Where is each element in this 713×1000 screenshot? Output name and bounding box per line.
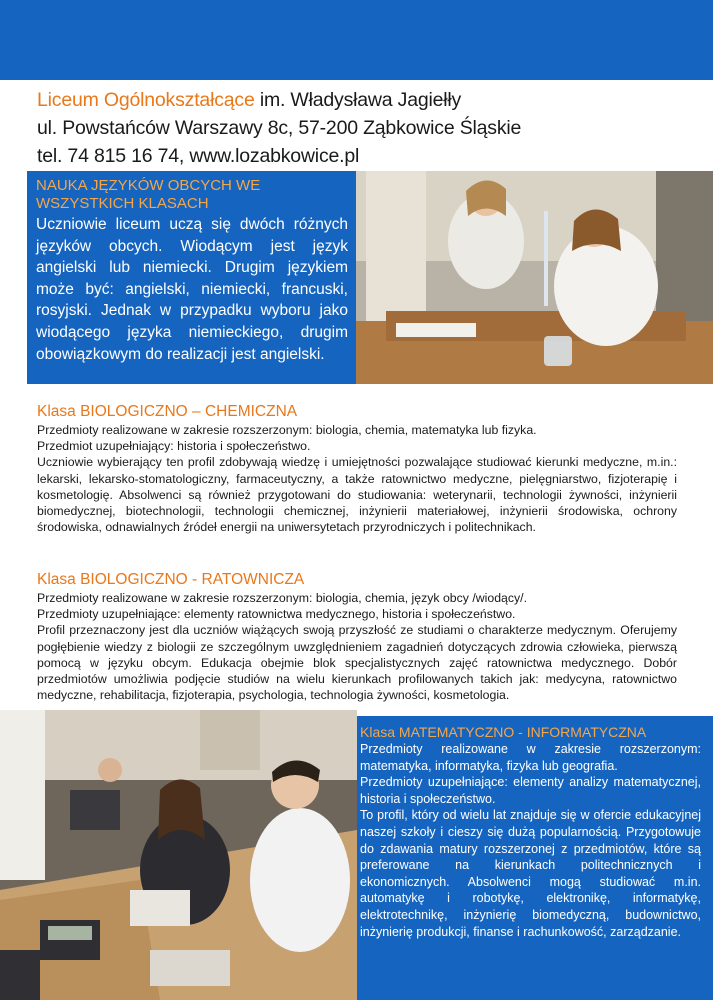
math-it-panel (357, 716, 713, 1000)
school-header (37, 86, 697, 170)
math-it-description: To profil, który od wielu lat znajduje się w ofercie edukacyjnej naszej szkoły i cieszy się dużą popularnością. Przygotowuje do zdawania matury rozszerzonej z przedmiotów, które są preferowane na kierunkach politechnicznych i ekonomicznych. Absolwenci mogą studiować m.in. automatykę i robotykę, elektronikę, informatykę, elektrotechnikę, inżynierię biomedyczną, budownictwo, inżynierię produkcji, finanse i rachunkowość, zarządzanie. (360, 808, 701, 939)
biology-chemistry-extended: Przedmioty realizowane w zakresie rozszerzonym: biologia, chemia, matematyka lub fizyka. (37, 423, 537, 437)
biology-chemistry-supplementary: Przedmiot uzupełniający: historia i społeczeństwo. (37, 439, 311, 454)
physics-lab-photo (0, 710, 357, 1000)
languages-panel (27, 171, 356, 384)
biology-rescue-description: Profil przeznaczony jest dla uczniów wiążących swoją przyszłość ze studiami o charakterze medycznym. Oferujemy pogłębienie wiedzy z biologii ze szczególnym uwzględnieniem zagadnień dotyczących zdrowia człowieka, pierwszą pomocą w języku obcym. Edukacja obejmie blok specjalistycznych zajęć ratownictwa medycznego. Dobór przedmiotów umożliwia podjęcie studiów na wielu kierunkach profilowanych takich jak: medycyna, ratownictwo medyczne, rehabilitacja, fizjoterapia, psychologia, technologia żywności, kosmetologia. (37, 623, 677, 703)
school-name: Liceum Ogólnokształcące (37, 89, 255, 111)
biology-chemistry-title: Klasa BIOLOGICZNO – CHEMICZNA (37, 403, 298, 420)
biology-rescue-class (37, 570, 677, 703)
biology-chemistry-description: Uczniowie wybierający ten profil zdobywają wiedzę i umiejętności pozwalające studiować kierunki medyczne, m.in.: lekarski, lekarsko-stomatologiczny, farmaceutyczny, a także ratownictwo medyczne, pielęgniarstwo, fizjoterapię i kosmetologię. Absolwenci są również przygotowani do studiowania: weterynarii, technologii żywności, inżynierii biomedycznej, biotechnologii, technologii chemicznej, inżynierii materiałowej, inżynierii środowiska, ochrony środowiska, odnawialnych źródeł energii na uniwersytetach przyrodniczych i politechnikach. (37, 455, 677, 535)
school-title-line (37, 86, 697, 114)
languages-body: Uczniowie liceum uczą się dwóch różnych języków obcych. Wiodącym jest język angielski lub niemiecki. Drugim językiem może być: angielski, niemiecki, francuski, rosyjski. Jednak w przypadku wyboru jako wiodącego języka niemieckiego, drugim obowiązkowym do realizacji jest angielski. (36, 216, 348, 363)
school-patron: im. Władysława Jagiełły (259, 89, 462, 111)
languages-title: NAUKA JĘZYKÓW OBCYCH WE WSZYSTKICH KLASACH (36, 177, 261, 212)
biology-rescue-extended: Przedmioty realizowane w zakresie rozszerzonym: biologia, chemia, język obcy /wiodący/. (37, 591, 528, 605)
school-address: ul. Powstańców Warszawy 8c, 57-200 Ząbkowice Śląskie (37, 117, 522, 139)
chemistry-lab-photo (356, 171, 713, 384)
biology-chemistry-class (37, 402, 677, 535)
biology-rescue-supplementary: Przedmioty uzupełniające: elementy ratownictwa medycznego, historia i społeczeństwo. (37, 607, 516, 622)
school-contact: tel. 74 815 16 74, www.lozabkowice.pl (37, 145, 360, 167)
math-it-title: Klasa MATEMATYCZNO - INFORMATYCZNA (360, 724, 647, 740)
top-color-band (0, 0, 713, 80)
biology-rescue-title: Klasa BIOLOGICZNO - RATOWNICZA (37, 571, 305, 588)
math-it-extended: Przedmioty realizowane w zakresie rozszerzonym: matematyka, informatyka, fizyka lub geografia. (360, 742, 701, 773)
math-it-supplementary: Przedmioty uzupełniające: elementy analizy matematycznej, historia i społeczeństwo. (360, 775, 701, 806)
